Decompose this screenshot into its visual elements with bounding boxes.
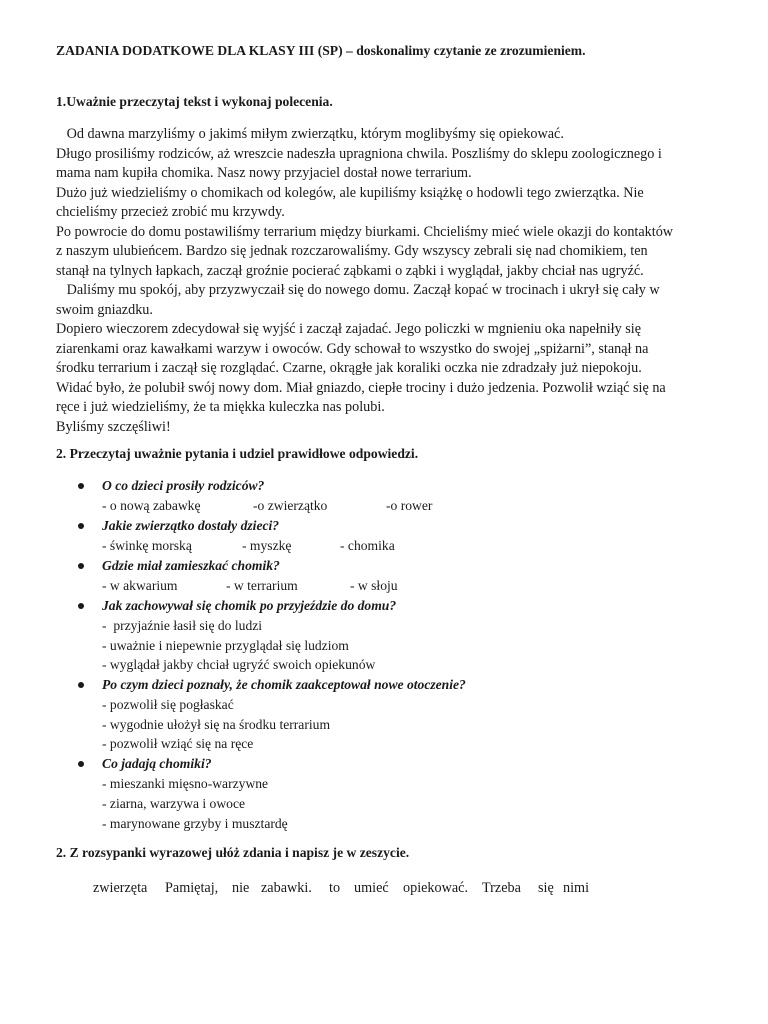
story-line: mama nam kupiła chomika. Nasz nowy przyjaciel dostał nowe terrarium. bbox=[56, 165, 472, 181]
answer-option: - myszkę bbox=[242, 538, 292, 553]
question-text: Po czym dzieci poznały, że chomik zaakceptował nowe otoczenie? bbox=[102, 677, 466, 693]
bullet-icon bbox=[78, 483, 84, 489]
bullet-icon bbox=[78, 761, 84, 767]
scrambled-word: się bbox=[538, 880, 554, 896]
answer-option: - marynowane grzyby i musztardę bbox=[102, 815, 288, 831]
question-text: O co dzieci prosiły rodziców? bbox=[102, 478, 265, 493]
scrambled-word: nie bbox=[232, 880, 250, 896]
story-line: swoim gniazdku. bbox=[56, 301, 153, 318]
bullet-icon bbox=[78, 603, 84, 609]
story-line: chcieliśmy przecież zrobić mu krzywdy. bbox=[56, 204, 285, 220]
bullet-icon bbox=[78, 682, 84, 688]
bullet-icon bbox=[78, 563, 84, 569]
story-line: stanął na tylnych łapkach, zaczął groźnie pocierać ząbkami o ząbki i wyglądał, jakby chciał nas ugryźć. bbox=[56, 262, 644, 279]
task-2-heading: 2. Przeczytaj uważnie pytania i udziel prawidłowe odpowiedzi. bbox=[56, 446, 419, 461]
question-item bbox=[0, 596, 768, 675]
question-item bbox=[0, 476, 768, 516]
scrambled-words bbox=[93, 880, 613, 900]
story-line: Od dawna marzyliśmy o jakimś miłym zwierzątku, którym moglibyśmy się opiekować. bbox=[56, 126, 564, 142]
story-line: Daliśmy mu spokój, aby przyzwyczaił się do nowego domu. Zaczął kopać w trocinach i ukrył się cały w bbox=[56, 282, 660, 298]
answer-option: - przyjaźnie łasił się do ludzi bbox=[102, 618, 263, 633]
task-3-heading: 2. Z rozsypanki wyrazowej ułóż zdania i napisz je w zeszycie. bbox=[56, 845, 410, 860]
document-title: ZADANIA DODATKOWE DLA KLASY III (SP) – doskonalimy czytanie ze zrozumieniem. bbox=[56, 43, 586, 58]
question-item bbox=[0, 556, 768, 596]
scrambled-word: opiekować. bbox=[403, 880, 469, 896]
answer-option: - wygodnie ułożył się na środku terrarium bbox=[102, 716, 331, 732]
story-line: z naszym ulubieńcem. Bardzo się jednak rozczarowaliśmy. Gdy wszyscy zebrali się nad chomikiem, ten bbox=[56, 243, 648, 259]
scrambled-word: nimi bbox=[563, 880, 590, 896]
question-text: Gdzie miał zamieszkać chomik? bbox=[102, 558, 280, 573]
answer-option: - świnkę morską bbox=[102, 538, 192, 553]
question-item bbox=[0, 754, 768, 833]
scrambled-word: zabawki. bbox=[261, 880, 312, 896]
story-line: Dopiero wieczorem zdecydował się wyjść i zaczął zajadać. Jego policzki w mgnieniu oka napełniły się bbox=[56, 321, 642, 337]
story-line: ręce i już wiedzieliśmy, że ta miękka kuleczka nas polubi. bbox=[56, 399, 385, 415]
question-list bbox=[0, 476, 768, 833]
story-line: środku terrarium i zaczął się rozglądać. Czarne, okrągłe jak koraliki oczka nie zdradzały już niepokoju. bbox=[56, 360, 642, 376]
answer-option: - uważnie i niepewnie przyglądał się ludziom bbox=[102, 637, 349, 653]
answer-option: - o nową zabawkę bbox=[102, 498, 201, 513]
scrambled-word: umieć bbox=[354, 880, 389, 896]
task-1-heading: 1.Uważnie przeczytaj tekst i wykonaj polecenia. bbox=[56, 94, 333, 109]
story-text bbox=[56, 125, 728, 437]
bullet-icon bbox=[78, 523, 84, 529]
answer-option: - chomika bbox=[340, 538, 395, 553]
question-text: Co jadają chomiki? bbox=[102, 756, 212, 772]
question-text: Jak zachowywał się chomik po przyjeździe do domu? bbox=[102, 598, 397, 613]
answer-option: - w akwarium bbox=[102, 578, 178, 593]
story-line: ziarenkami oraz kawałkami warzyw i owoców. Gdy schował to wszystko do swojej „spiżarni”, stanął na bbox=[56, 340, 649, 357]
story-line: Dużo już wiedzieliśmy o chomikach od kolegów, ale kupiliśmy książkę o hodowli tego zwierzątka. Nie bbox=[56, 184, 644, 201]
story-line: Długo prosiliśmy rodziców, aż wreszcie nadeszła upragniona chwila. Poszliśmy do sklepu zoologicznego i bbox=[56, 145, 662, 162]
scrambled-word: Trzeba bbox=[482, 880, 521, 896]
answer-option: -o zwierzątko bbox=[253, 498, 328, 513]
story-line: Po powrocie do domu postawiliśmy terrarium między biurkami. Chcieliśmy mieć wiele okazji do kontaktów bbox=[56, 223, 674, 240]
scrambled-word: to bbox=[329, 880, 341, 896]
answer-option: - mieszanki mięsno-warzywne bbox=[102, 776, 269, 792]
story-line: Byliśmy szczęśliwi! bbox=[56, 418, 171, 435]
scrambled-word: Pamiętaj, bbox=[165, 880, 219, 896]
question-text: Jakie zwierzątko dostały dzieci? bbox=[102, 518, 280, 533]
question-item bbox=[0, 675, 768, 754]
answer-option: - pozwolił wziąć się na ręce bbox=[102, 736, 254, 752]
answer-option: - wyglądał jakby chciał ugryźć swoich opiekunów bbox=[102, 657, 376, 673]
answer-option: - w słoju bbox=[350, 578, 398, 593]
answer-option: - pozwolił się pogłaskać bbox=[102, 697, 234, 713]
answer-option: - ziarna, warzywa i owoce bbox=[102, 795, 246, 811]
scrambled-word: zwierzęta bbox=[93, 880, 148, 896]
question-item bbox=[0, 516, 768, 556]
story-line: Widać było, że polubił swój nowy dom. Miał gniazdo, ciepłe trociny i dużo jedzenia. Pozwolił wziąć się na bbox=[56, 379, 666, 396]
answer-option: -o rower bbox=[386, 498, 433, 513]
answer-option: - w terrarium bbox=[226, 578, 298, 593]
